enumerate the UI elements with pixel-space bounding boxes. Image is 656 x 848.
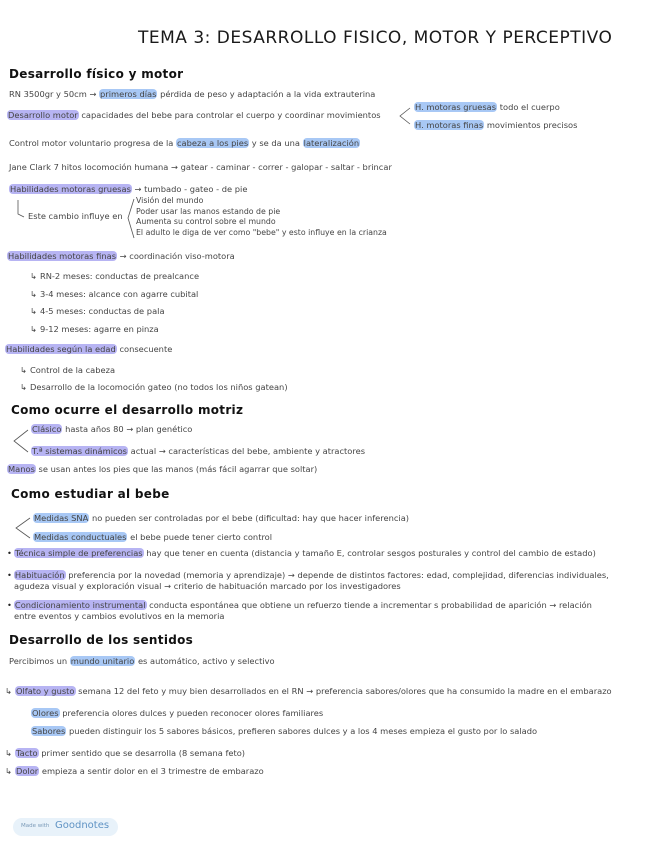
list-item: ↳ Desarrollo de la locomoción gateo (no todos los niños gatean) [20, 379, 288, 396]
list-item: ↳ 4-5 meses: conductas de pala [30, 303, 199, 321]
list-item: Aumenta su control sobre el mundo [136, 217, 276, 226]
olfato-gusto-line: ↳ Olfato y gusto semana 12 del feto y muy bien desarrollados en el RN → preferencia sabores/olores que ha consumido la madre en el embarazo [5, 686, 612, 696]
manos-line: Manos se usan antes los pies que las manos (más fácil agarrar que soltar) [8, 464, 318, 474]
dolor-line: ↳ Dolor empieza a sentir dolor en el 3 trimestre de embarazo [5, 766, 264, 776]
list-item: ↳ 3-4 meses: alcance con agarre cubital [30, 286, 199, 304]
goodnotes-logo: Goodnotes [55, 820, 110, 831]
preferencias-line: • Técnica simple de preferencias hay que tener en cuenta (distancia y tamaño E, controlar sesgos posturales y control del cambio de estado) [7, 548, 596, 558]
sistemas-line: T.ª sistemas dinámicos actual → características del bebe, ambiente y atractores [31, 446, 365, 456]
clasico-line: Clásico hasta años 80 → plan genético [31, 424, 192, 434]
list-item: ↳ 9-12 meses: agarre en pinza [30, 321, 199, 339]
rn-line: RN 3500gr y 50cm → primeros días pérdida de peso y adaptación a la vida extrauterina [9, 89, 375, 99]
condicionamiento-block: • Condicionamiento instrumental conducta espontánea que obtiene un refuerzo tiende a incrementar s probabilidad de aparición → relación entre eventos y cambios evolutivos en la memoria [7, 600, 592, 622]
sna-line: Medidas SNA no pueden ser controladas por el bebe (dificultad: hay que hacer inferencia) [34, 513, 410, 523]
section-heading-estudiar-bebe: Como estudiar al bebe [11, 487, 170, 501]
goodnotes-watermark: Made with Goodnotes [13, 818, 118, 836]
influye-list [136, 196, 387, 238]
conductuales-line: Medidas conductuales el bebe puede tener cierto control [34, 532, 273, 542]
control-motor-line: Control motor voluntario progresa de la cabeza a los pies y se da una lateralización [9, 138, 360, 148]
tacto-line: ↳ Tacto primer sentido que se desarrolla (8 semana feto) [5, 748, 245, 758]
list-item: Poder usar las manos estando de pie [136, 206, 281, 216]
list-item: ↳ RN-2 meses: conductas de prealcance [30, 268, 199, 286]
jane-clark-line: Jane Clark 7 hitos locomoción humana → gatear - caminar - correr - galopar - saltar - brincar [9, 162, 392, 172]
hmg-line: Habilidades motoras gruesas → tumbado - gateo - de pie [9, 184, 247, 194]
hmf-line: Habilidades motoras finas → coordinación viso-motora [7, 251, 235, 261]
hse-line: Habilidades según la edad consecuente [6, 344, 173, 354]
desarrollo-motor-line: Desarrollo motor capacidades del bebe para controlar el cuerpo y coordinar movimientos [8, 110, 381, 120]
gruesas-line: H. motoras gruesas todo el cuerpo [415, 102, 560, 112]
section-heading-desarrollo-motriz: Como ocurre el desarrollo motriz [11, 403, 244, 417]
section-heading-desarrollo-fisico: Desarrollo físico y motor [9, 67, 184, 81]
list-item: Visión del mundo [136, 196, 204, 205]
cambio-label: Este cambio influye en [28, 211, 123, 221]
olores-line: Olores preferencia olores dulces y pueden reconocer olores familiares [32, 708, 324, 718]
finas-line: H. motoras finas movimientos precisos [415, 120, 578, 130]
list-item: El adulto le diga de ver como "bebe" y esto influye en la crianza [136, 227, 387, 237]
edad-list [20, 362, 288, 396]
finas-list [30, 268, 199, 338]
sabores-line: Sabores pueden distinguir los 5 sabores básicos, prefieren sabores dulces y a los 4 meses empieza el gusto por lo salado [32, 726, 538, 736]
percibimos-line: Percibimos un mundo unitario es automático, activo y selectivo [9, 656, 275, 666]
section-heading-sentidos: Desarrollo de los sentidos [9, 633, 194, 647]
list-item: ↳ Control de la cabeza [20, 362, 288, 379]
page-title: TEMA 3: DESARROLLO FISICO, MOTOR Y PERCEPTIVO [138, 28, 613, 48]
habituacion-block: • Habituación preferencia por la novedad (memoria y aprendizaje) → depende de distintos factores: edad, complejidad, diferencias individuales, agudeza visual y exploración visual → criterio de habituación marcado por los investigadores [7, 570, 609, 592]
